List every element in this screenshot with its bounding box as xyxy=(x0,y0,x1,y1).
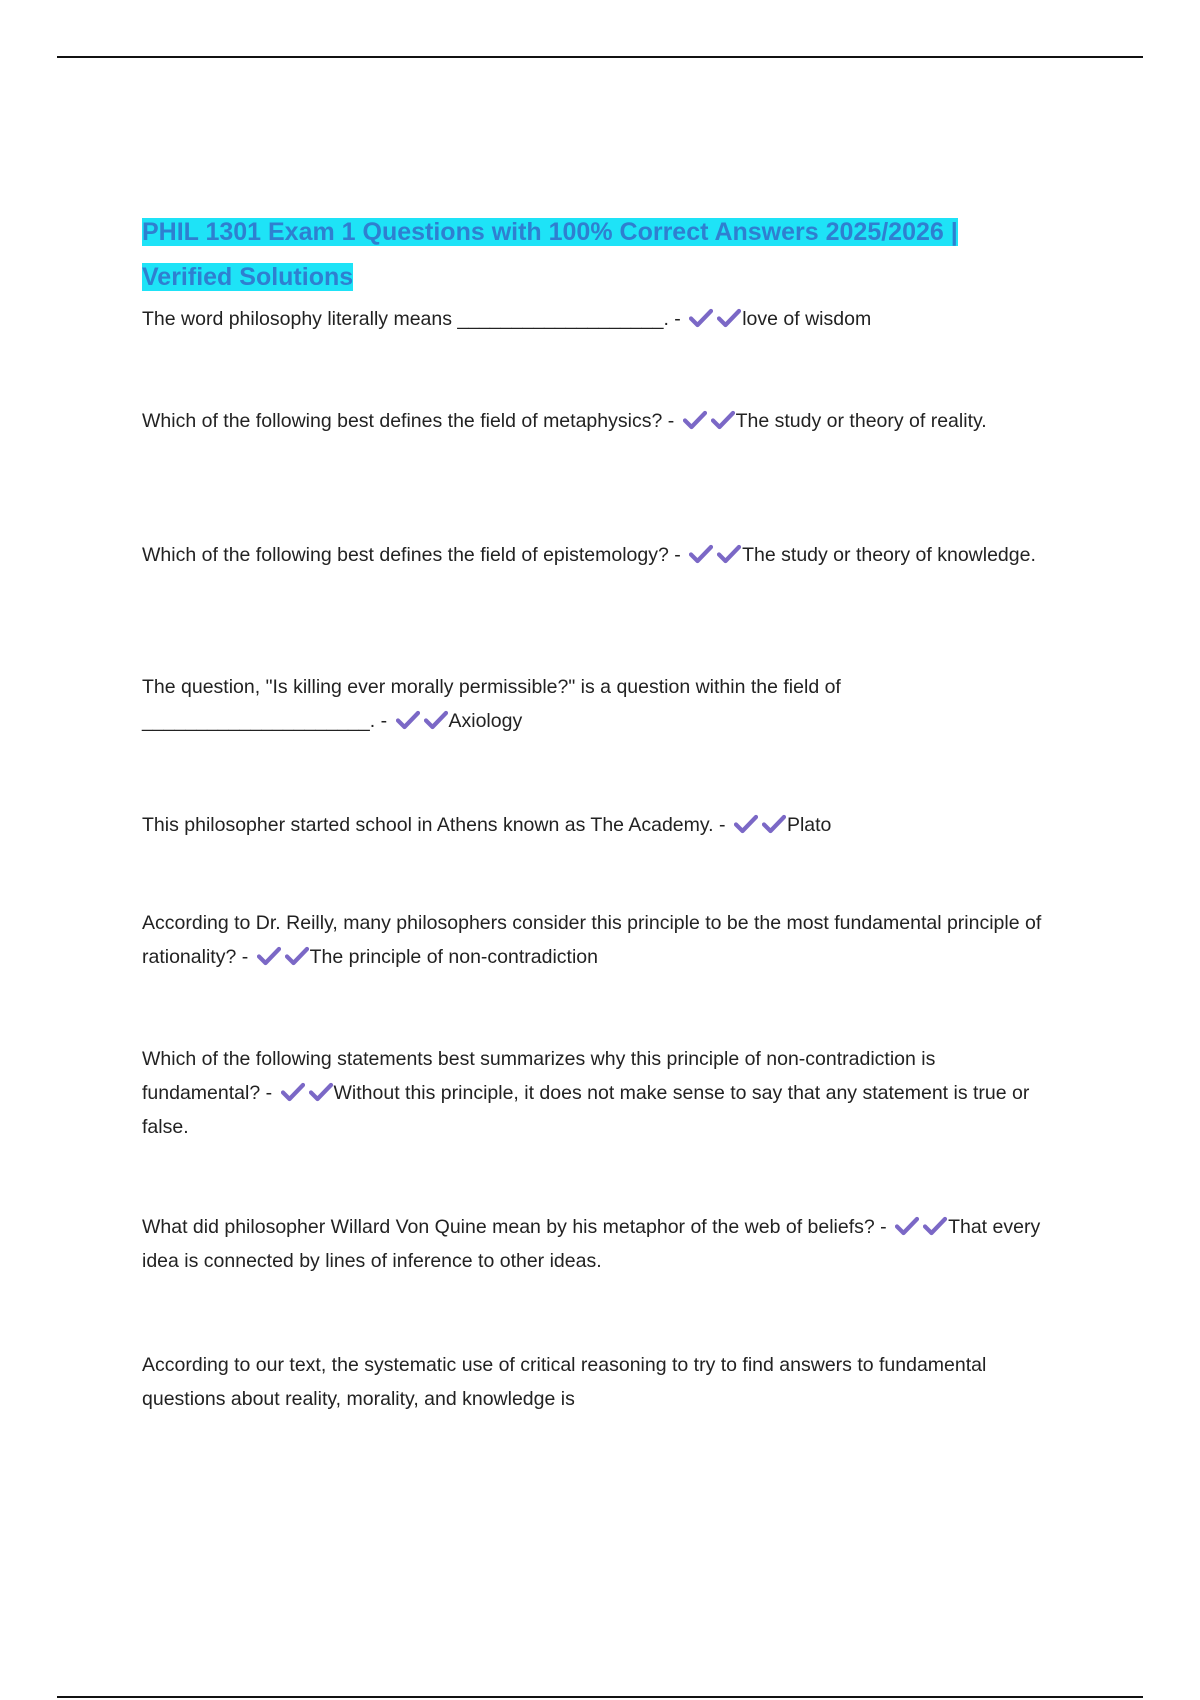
document-body xyxy=(142,210,1052,1410)
answer-text: Without this principle, it does not make sense to say that any statement is true or false. xyxy=(142,1082,1030,1138)
answer-text: The study or theory of knowledge. xyxy=(742,544,1036,566)
answer-text: The principle of non-contradiction xyxy=(309,946,598,968)
check-mark-icon xyxy=(923,1216,947,1236)
check-mark-icon xyxy=(309,1082,333,1102)
qa-item xyxy=(142,302,1052,336)
question-text: What did philosopher Willard Von Quine mean by his metaphor of the web of beliefs? - xyxy=(142,1216,887,1238)
qa-item xyxy=(142,1042,1052,1144)
check-mark-icon xyxy=(281,1082,305,1102)
question-text: According to our text, the systematic use of critical reasoning to try to find answers to fundamental questions about reality, morality, and knowledge is xyxy=(142,1354,987,1410)
check-mark-icon xyxy=(683,410,707,430)
qa-item xyxy=(142,538,1052,572)
answer-text: Plato xyxy=(786,814,832,836)
qa-item xyxy=(142,1348,1052,1416)
check-mark-icon xyxy=(396,710,420,730)
question-text: Which of the following best defines the field of metaphysics? - xyxy=(142,410,675,432)
check-mark-icon xyxy=(717,544,741,564)
check-mark-icon xyxy=(762,814,786,834)
top-rule xyxy=(57,56,1143,58)
check-mark-icon xyxy=(257,946,281,966)
check-mark-icon xyxy=(689,544,713,564)
check-mark-icon xyxy=(424,710,448,730)
qa-item xyxy=(142,670,1052,738)
answer-text: Axiology xyxy=(448,710,523,732)
question-text: According to Dr. Reilly, many philosophers consider this principle to be the most fundamental principle of rationality? - xyxy=(142,912,1042,968)
qa-item xyxy=(142,808,1052,842)
answer-text: That every idea is connected by lines of inference to other ideas. xyxy=(142,1216,1041,1272)
qa-item xyxy=(142,404,1052,438)
question-text: The word philosophy literally means ___________________. - xyxy=(142,308,681,330)
document-title-text: PHIL 1301 Exam 1 Questions with 100% Correct Answers 2025/2026 | Verified Solutions xyxy=(142,218,958,291)
document-title xyxy=(142,210,1052,300)
question-text: Which of the following best defines the field of epistemology? - xyxy=(142,544,681,566)
bottom-rule xyxy=(57,1696,1143,1698)
check-mark-icon xyxy=(689,308,713,328)
answer-text: The study or theory of reality. xyxy=(735,410,987,432)
check-mark-icon xyxy=(711,410,735,430)
qa-item xyxy=(142,1210,1052,1278)
qa-item xyxy=(142,906,1052,974)
check-mark-icon xyxy=(734,814,758,834)
question-text: This philosopher started school in Athens known as The Academy. - xyxy=(142,814,726,836)
check-mark-icon xyxy=(717,308,741,328)
question-text: The question, "Is killing ever morally permissible?" is a question within the field of _____________________. - xyxy=(142,676,841,732)
answer-text: love of wisdom xyxy=(742,308,872,330)
question-text: Which of the following statements best summarizes why this principle of non-contradiction is fundamental? - xyxy=(142,1048,936,1104)
check-mark-icon xyxy=(285,946,309,966)
check-mark-icon xyxy=(895,1216,919,1236)
